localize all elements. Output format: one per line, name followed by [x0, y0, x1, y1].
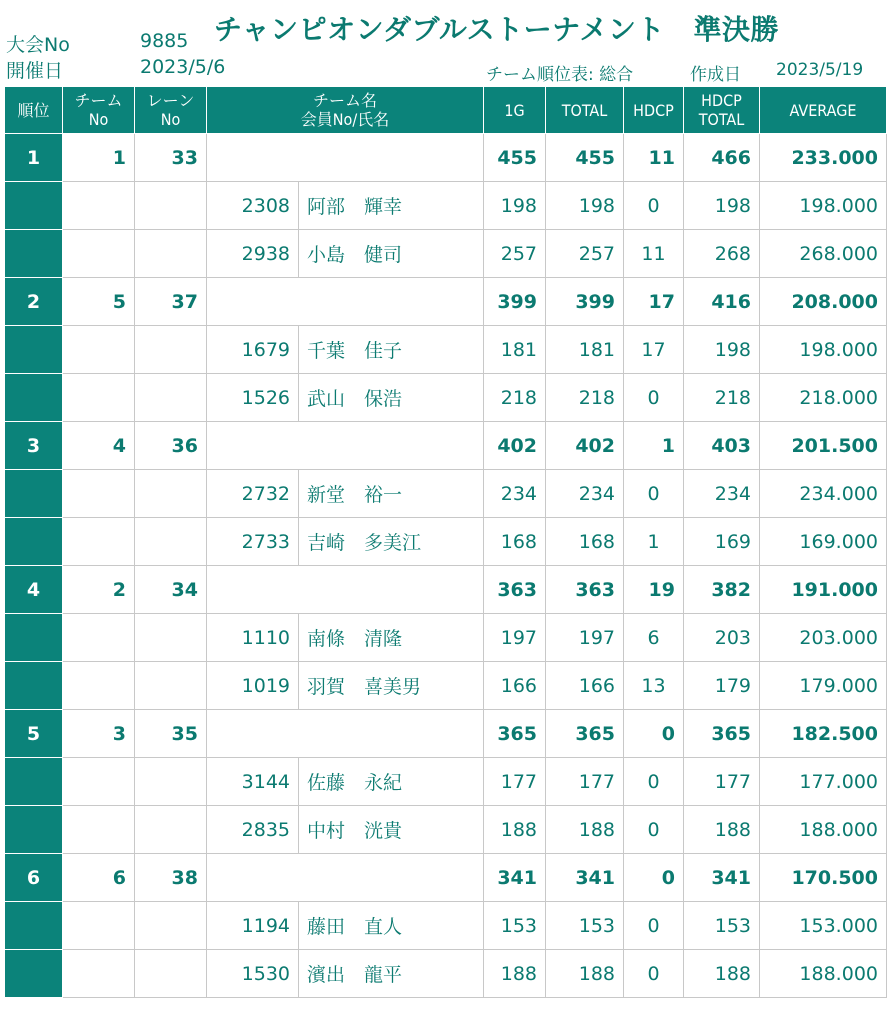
team-no-cell-blank — [63, 614, 135, 662]
member-row — [5, 614, 887, 662]
member-no-cell: 2835 — [207, 806, 299, 854]
hdcp-cell: 1 — [624, 422, 684, 470]
member-row — [5, 806, 887, 854]
member-name-cell: 中村 洸貴 — [299, 806, 484, 854]
lane-no-cell-blank — [135, 950, 207, 998]
total-cell: 197 — [546, 614, 624, 662]
g1-cell: 234 — [484, 470, 546, 518]
hdcp-total-cell: 198 — [684, 182, 760, 230]
hdcp-cell: 0 — [624, 374, 684, 422]
lane-no-cell: 38 — [135, 854, 207, 902]
team-no-cell: 1 — [63, 134, 135, 182]
total-cell: 399 — [546, 278, 624, 326]
average-cell: 218.000 — [760, 374, 887, 422]
member-row — [5, 230, 887, 278]
col-lane-no: レーン No — [135, 87, 207, 134]
team-no-cell-blank — [63, 806, 135, 854]
hdcp-cell: 11 — [624, 230, 684, 278]
col-average: AVERAGE — [760, 87, 887, 134]
hdcp-cell: 17 — [624, 326, 684, 374]
average-cell: 177.000 — [760, 758, 887, 806]
member-row — [5, 374, 887, 422]
total-cell: 257 — [546, 230, 624, 278]
g1-cell: 365 — [484, 710, 546, 758]
member-row — [5, 902, 887, 950]
lane-no-cell: 35 — [135, 710, 207, 758]
team-row — [5, 422, 887, 470]
g1-cell: 402 — [484, 422, 546, 470]
hdcp-cell: 0 — [624, 950, 684, 998]
average-cell: 188.000 — [760, 950, 887, 998]
g1-cell: 153 — [484, 902, 546, 950]
team-no-cell: 3 — [63, 710, 135, 758]
hdcp-total-cell: 403 — [684, 422, 760, 470]
hdcp-cell: 0 — [624, 902, 684, 950]
total-cell: 402 — [546, 422, 624, 470]
team-name-cell — [207, 566, 484, 614]
rank-cell-blank — [5, 182, 63, 230]
rank-cell-blank — [5, 614, 63, 662]
team-row — [5, 134, 887, 182]
col-team-no: チーム No — [63, 87, 135, 134]
rank-cell-blank — [5, 758, 63, 806]
rank-cell: 5 — [5, 710, 63, 758]
g1-cell: 197 — [484, 614, 546, 662]
rank-cell: 2 — [5, 278, 63, 326]
lane-no-cell: 33 — [135, 134, 207, 182]
team-row — [5, 710, 887, 758]
hdcp-cell: 11 — [624, 134, 684, 182]
total-cell: 177 — [546, 758, 624, 806]
rank-cell-blank — [5, 470, 63, 518]
hdcp-total-cell: 169 — [684, 518, 760, 566]
average-cell: 208.000 — [760, 278, 887, 326]
col-team-name: チーム名 会員No/氏名 — [207, 87, 484, 134]
member-row — [5, 758, 887, 806]
col-rank: 順位 — [5, 87, 63, 134]
total-cell: 198 — [546, 182, 624, 230]
g1-cell: 168 — [484, 518, 546, 566]
member-no-cell: 1526 — [207, 374, 299, 422]
team-no-cell-blank — [63, 182, 135, 230]
col-hdcp: HDCP — [624, 87, 684, 134]
hdcp-cell: 0 — [624, 470, 684, 518]
total-cell: 455 — [546, 134, 624, 182]
event-date: 2023/5/6 — [140, 56, 226, 78]
rank-cell-blank — [5, 662, 63, 710]
team-no-cell-blank — [63, 662, 135, 710]
team-no-cell: 4 — [63, 422, 135, 470]
hdcp-total-cell: 188 — [684, 806, 760, 854]
member-name-cell: 千葉 佳子 — [299, 326, 484, 374]
g1-cell: 399 — [484, 278, 546, 326]
average-cell: 188.000 — [760, 806, 887, 854]
member-name-cell: 新堂 裕一 — [299, 470, 484, 518]
col-1g: 1G — [484, 87, 546, 134]
member-no-cell: 3144 — [207, 758, 299, 806]
rank-cell-blank — [5, 902, 63, 950]
rank-cell-blank — [5, 326, 63, 374]
rank-cell: 3 — [5, 422, 63, 470]
team-row — [5, 566, 887, 614]
team-no-cell-blank — [63, 518, 135, 566]
hdcp-total-cell: 218 — [684, 374, 760, 422]
member-name-cell: 吉崎 多美江 — [299, 518, 484, 566]
hdcp-total-cell: 466 — [684, 134, 760, 182]
team-no-cell-blank — [63, 950, 135, 998]
hdcp-total-cell: 365 — [684, 710, 760, 758]
member-name-cell: 佐藤 永紀 — [299, 758, 484, 806]
col-total: TOTAL — [546, 87, 624, 134]
hdcp-cell: 0 — [624, 758, 684, 806]
lane-no-cell-blank — [135, 182, 207, 230]
g1-cell: 218 — [484, 374, 546, 422]
team-name-cell — [207, 134, 484, 182]
hdcp-total-cell: 177 — [684, 758, 760, 806]
hdcp-total-cell: 416 — [684, 278, 760, 326]
report-subtitle: チーム順位表: 総合 — [486, 65, 634, 85]
team-name-cell — [207, 710, 484, 758]
team-no-cell-blank — [63, 470, 135, 518]
rank-cell-blank — [5, 950, 63, 998]
g1-cell: 166 — [484, 662, 546, 710]
event-date-label: 開催日 — [6, 60, 64, 82]
g1-cell: 177 — [484, 758, 546, 806]
team-no-cell: 6 — [63, 854, 135, 902]
member-row — [5, 518, 887, 566]
member-name-cell: 阿部 輝幸 — [299, 182, 484, 230]
average-cell: 169.000 — [760, 518, 887, 566]
hdcp-total-cell: 188 — [684, 950, 760, 998]
g1-cell: 341 — [484, 854, 546, 902]
member-no-cell: 2732 — [207, 470, 299, 518]
g1-cell: 181 — [484, 326, 546, 374]
hdcp-cell: 6 — [624, 614, 684, 662]
tournament-no-label: 大会No — [6, 34, 70, 56]
team-no-cell-blank — [63, 326, 135, 374]
total-cell: 365 — [546, 710, 624, 758]
member-no-cell: 1110 — [207, 614, 299, 662]
member-name-cell: 濱出 龍平 — [299, 950, 484, 998]
tournament-no: 9885 — [140, 30, 189, 52]
total-cell: 188 — [546, 806, 624, 854]
hdcp-cell: 19 — [624, 566, 684, 614]
total-cell: 218 — [546, 374, 624, 422]
total-cell: 234 — [546, 470, 624, 518]
rank-cell-blank — [5, 806, 63, 854]
lane-no-cell-blank — [135, 518, 207, 566]
hdcp-total-cell: 198 — [684, 326, 760, 374]
hdcp-cell: 0 — [624, 806, 684, 854]
lane-no-cell-blank — [135, 806, 207, 854]
rank-cell: 6 — [5, 854, 63, 902]
hdcp-cell: 0 — [624, 182, 684, 230]
member-row — [5, 950, 887, 998]
lane-no-cell-blank — [135, 758, 207, 806]
member-row — [5, 662, 887, 710]
average-cell: 198.000 — [760, 326, 887, 374]
team-no-cell-blank — [63, 902, 135, 950]
ranking-table — [4, 86, 887, 998]
average-cell: 179.000 — [760, 662, 887, 710]
team-no-cell-blank — [63, 758, 135, 806]
lane-no-cell-blank — [135, 614, 207, 662]
table-header-row — [5, 87, 887, 134]
hdcp-total-cell: 203 — [684, 614, 760, 662]
lane-no-cell: 34 — [135, 566, 207, 614]
team-no-cell: 2 — [63, 566, 135, 614]
member-name-cell: 武山 保浩 — [299, 374, 484, 422]
member-no-cell: 1194 — [207, 902, 299, 950]
total-cell: 188 — [546, 950, 624, 998]
member-name-cell: 小島 健司 — [299, 230, 484, 278]
average-cell: 170.500 — [760, 854, 887, 902]
hdcp-cell: 17 — [624, 278, 684, 326]
g1-cell: 257 — [484, 230, 546, 278]
total-cell: 168 — [546, 518, 624, 566]
rank-cell-blank — [5, 230, 63, 278]
hdcp-total-cell: 179 — [684, 662, 760, 710]
team-no-cell-blank — [63, 230, 135, 278]
hdcp-total-cell: 234 — [684, 470, 760, 518]
hdcp-total-cell: 268 — [684, 230, 760, 278]
rank-cell: 1 — [5, 134, 63, 182]
member-no-cell: 2938 — [207, 230, 299, 278]
page-title: チャンピオンダブルストーナメント 準決勝 — [214, 13, 779, 46]
average-cell: 234.000 — [760, 470, 887, 518]
member-no-cell: 1019 — [207, 662, 299, 710]
member-no-cell: 2308 — [207, 182, 299, 230]
hdcp-cell: 0 — [624, 710, 684, 758]
average-cell: 198.000 — [760, 182, 887, 230]
average-cell: 153.000 — [760, 902, 887, 950]
member-no-cell: 1679 — [207, 326, 299, 374]
lane-no-cell-blank — [135, 470, 207, 518]
team-no-cell-blank — [63, 374, 135, 422]
member-row — [5, 326, 887, 374]
average-cell: 201.500 — [760, 422, 887, 470]
team-name-cell — [207, 278, 484, 326]
total-cell: 166 — [546, 662, 624, 710]
hdcp-cell: 1 — [624, 518, 684, 566]
created-date: 2023/5/19 — [776, 60, 864, 80]
lane-no-cell-blank — [135, 326, 207, 374]
hdcp-total-cell: 382 — [684, 566, 760, 614]
total-cell: 363 — [546, 566, 624, 614]
g1-cell: 363 — [484, 566, 546, 614]
average-cell: 233.000 — [760, 134, 887, 182]
g1-cell: 455 — [484, 134, 546, 182]
lane-no-cell-blank — [135, 230, 207, 278]
rank-cell: 4 — [5, 566, 63, 614]
member-row — [5, 182, 887, 230]
average-cell: 203.000 — [760, 614, 887, 662]
created-date-label: 作成日 — [690, 65, 741, 85]
hdcp-cell: 13 — [624, 662, 684, 710]
team-no-cell: 5 — [63, 278, 135, 326]
total-cell: 153 — [546, 902, 624, 950]
rank-cell-blank — [5, 374, 63, 422]
g1-cell: 188 — [484, 806, 546, 854]
member-row — [5, 470, 887, 518]
g1-cell: 198 — [484, 182, 546, 230]
team-name-cell — [207, 422, 484, 470]
team-name-cell — [207, 854, 484, 902]
rank-cell-blank — [5, 518, 63, 566]
lane-no-cell-blank — [135, 902, 207, 950]
hdcp-cell: 0 — [624, 854, 684, 902]
team-row — [5, 854, 887, 902]
average-cell: 182.500 — [760, 710, 887, 758]
total-cell: 341 — [546, 854, 624, 902]
member-name-cell: 南條 清隆 — [299, 614, 484, 662]
hdcp-total-cell: 153 — [684, 902, 760, 950]
team-row — [5, 278, 887, 326]
total-cell: 181 — [546, 326, 624, 374]
member-name-cell: 藤田 直人 — [299, 902, 484, 950]
lane-no-cell: 36 — [135, 422, 207, 470]
average-cell: 191.000 — [760, 566, 887, 614]
lane-no-cell-blank — [135, 662, 207, 710]
col-hdcp-total: HDCP TOTAL — [684, 87, 760, 134]
lane-no-cell: 37 — [135, 278, 207, 326]
member-no-cell: 2733 — [207, 518, 299, 566]
member-no-cell: 1530 — [207, 950, 299, 998]
average-cell: 268.000 — [760, 230, 887, 278]
hdcp-total-cell: 341 — [684, 854, 760, 902]
lane-no-cell-blank — [135, 374, 207, 422]
member-name-cell: 羽賀 喜美男 — [299, 662, 484, 710]
g1-cell: 188 — [484, 950, 546, 998]
